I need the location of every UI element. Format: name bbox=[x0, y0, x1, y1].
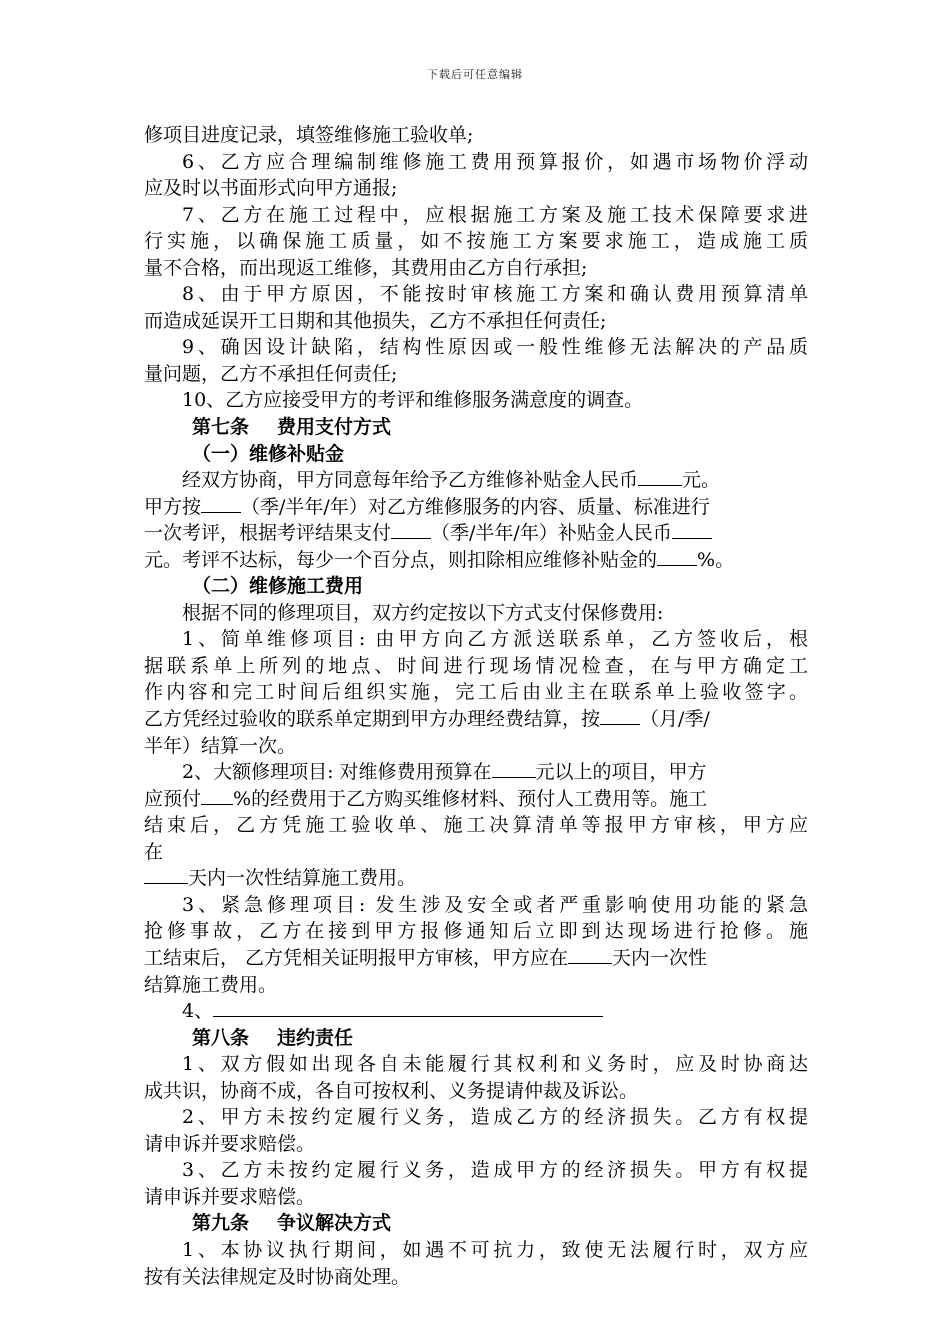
paragraph-line: 量不合格，而出现返工维修，其费用由乙方自行承担; bbox=[144, 256, 588, 279]
paragraph-line: 结束后，乙方凭施工验收单、施工决算清单等报甲方审核，甲方应 bbox=[144, 814, 808, 837]
paragraph-line: 1、本协议执行期间，如遇不可抗力，致使无法履行时，双方应 bbox=[182, 1238, 808, 1261]
paragraph-line: 工结束后， 乙方凭相关证明报甲方审核，甲方应在 天内一次性 bbox=[144, 946, 708, 969]
article-number: 第八条 bbox=[192, 1026, 250, 1049]
article-title: 争议解决方式 bbox=[277, 1212, 392, 1235]
paragraph-line: 7、乙方在施工过程中，应根据施工方案及施工技术保障要求进 bbox=[182, 203, 808, 226]
paragraph-line: 2、甲方未按约定履行义务，造成乙方的经济损失。乙方有权提 bbox=[182, 1106, 808, 1129]
section-heading: （二）维修施工费用 bbox=[192, 575, 364, 598]
blank-field bbox=[657, 547, 697, 566]
paragraph-line: 在 bbox=[144, 840, 164, 863]
article-heading bbox=[144, 414, 808, 441]
paragraph-line: 一次考评，根据考评结果支付 （季/半年/年）补贴金人民币 bbox=[144, 520, 808, 547]
blank-field bbox=[201, 786, 233, 805]
paragraph-line: 修项目进度记录，填签维修施工验收单; bbox=[144, 124, 474, 146]
article-title: 违约责任 bbox=[277, 1026, 354, 1049]
paragraph-line: 经双方协商，甲方同意每年给予乙方维修补贴金人民币 元。 bbox=[182, 469, 721, 492]
paragraph-line: 6、乙方应合理编制维修施工费用预算报价，如遇市场物价浮动 bbox=[182, 150, 808, 173]
blank-field bbox=[144, 865, 188, 884]
paragraph-line: 根据不同的修理项目，双方约定按以下方式支付保修费用: bbox=[182, 601, 664, 624]
article-number: 第七条 bbox=[192, 416, 250, 439]
paragraph-line: 请申诉并要求赔偿。 bbox=[144, 1185, 316, 1208]
paragraph-line: 9、确因设计缺陷，结构性原因或一般性维修无法解决的产品质 bbox=[182, 336, 808, 359]
blank-field bbox=[672, 520, 712, 539]
paragraph-line: 3、乙方未按约定履行义务，造成甲方的经济损失。甲方有权提 bbox=[182, 1159, 808, 1182]
paragraph-line: 结算施工费用。 bbox=[144, 973, 278, 996]
blank-field bbox=[492, 759, 536, 778]
paragraph-line: 半年）结算一次。 bbox=[144, 734, 297, 757]
paragraph-line: 元。考评不达标，每少一个百分点，则扣除相应维修补贴金的 %。 bbox=[144, 548, 735, 571]
section-heading: （一）维修补贴金 bbox=[192, 442, 345, 465]
blank-field bbox=[213, 998, 603, 1017]
paragraph-line: 应预付 %的经费用于乙方购买维修材料、预付人工费用等。施工 bbox=[144, 787, 708, 810]
paragraph-line: 4、 bbox=[144, 998, 808, 1025]
paragraph-line: 量问题，乙方不承担任何责任; bbox=[144, 362, 398, 385]
paragraph-line: 成共识，协商不成，各自可按权利、义务提请仲裁及诉讼。 bbox=[144, 1079, 639, 1102]
article-heading bbox=[144, 1210, 808, 1237]
paragraph-line: 8、由于甲方原因，不能按时审核施工方案和确认费用预算清单 bbox=[182, 283, 808, 306]
paragraph-line: 甲方按 （季/半年/年）对乙方维修服务的内容、质量、标准进行 bbox=[144, 495, 710, 518]
paragraph-line: 据联系单上所列的地点、时间进行现场情况检查，在与甲方确定工 bbox=[144, 654, 808, 677]
paragraph-line: 3、紧急修理项目: 发生涉及安全或者严重影响使用功能的紧急 bbox=[182, 893, 808, 916]
blank-field bbox=[391, 520, 431, 539]
paragraph-line: 抢修事故，乙方在接到甲方报修通知后立即到达现场进行抢修。施 bbox=[144, 920, 808, 943]
paragraph-line: 行实施，以确保施工质量，如不按施工方案要求施工，造成施工质 bbox=[144, 230, 808, 253]
paragraph-line: 按有关法律规定及时协商处理。 bbox=[144, 1265, 411, 1288]
paragraph-line: 1、双方假如出现各自未能履行其权利和义务时，应及时协商达 bbox=[182, 1053, 808, 1076]
paragraph-line: 作内容和完工时间后组织实施，完工后由业主在联系单上验收签字。 bbox=[144, 681, 808, 704]
article-number: 第九条 bbox=[192, 1212, 250, 1235]
article-title: 费用支付方式 bbox=[277, 416, 392, 439]
paragraph-line: 应及时以书面形式向甲方通报; bbox=[144, 177, 398, 200]
article-heading bbox=[144, 1025, 808, 1052]
paragraph-line: 乙方凭经过验收的联系单定期到甲方办理经费结算，按 （月/季/ bbox=[144, 708, 710, 731]
paragraph-line: 2、大额修理项目: 对维修费用预算在 元以上的项目，甲方 bbox=[182, 761, 707, 784]
blank-field bbox=[600, 706, 640, 725]
document-body bbox=[144, 122, 808, 1290]
page-header: 下载后可任意编辑 bbox=[427, 68, 523, 81]
paragraph-line: 1、简单维修项目: 由甲方向乙方派送联系单，乙方签收后，根 bbox=[182, 628, 808, 651]
paragraph-line: 天内一次性结算施工费用。 bbox=[144, 865, 808, 892]
blank-field bbox=[568, 945, 612, 964]
paragraph-line: 请申诉并要求赔偿。 bbox=[144, 1132, 316, 1155]
blank-field bbox=[201, 494, 241, 513]
paragraph-line: 而造成延误开工日期和其他损失，乙方不承担任何责任; bbox=[144, 309, 607, 332]
paragraph-line: 10、乙方应接受甲方的考评和维修服务满意度的调查。 bbox=[182, 389, 644, 412]
blank-field bbox=[638, 467, 682, 486]
